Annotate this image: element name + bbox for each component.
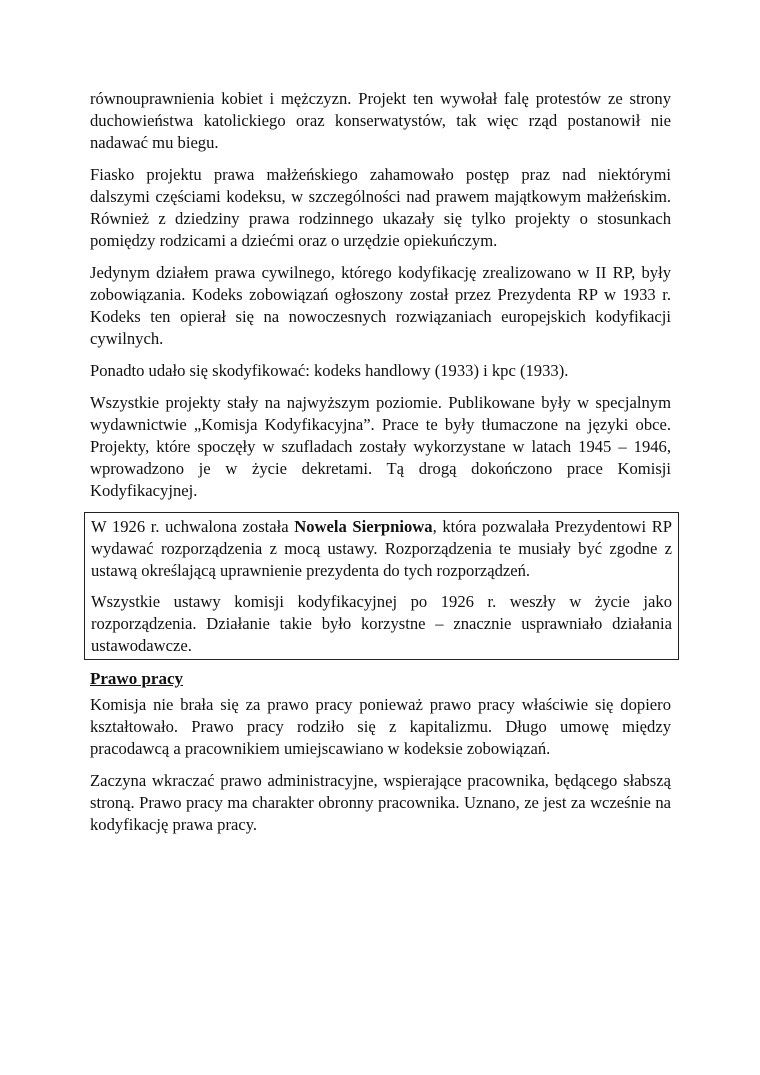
box-p1-after: , która pozwalała Prezydentowi RP wydawać rozporządzenia z mocą ustawy. Rozporządzenia te musiały być zgodne z ustawą określającą uprawnienie prezydenta do tych rozporządzeń. [91,517,672,580]
paragraph-marriage-law-fiasco: Fiasko projektu prawa małżeńskiego zahamowało postęp praz nad niektórymi dalszymi częściami kodeksu, w szczególności nad prawem majątkowym małżeńskim. Również z dziedziny prawa rodzinnego ukazały się tylko projekty o stosunkach pomiędzy rodzicami a dziećmi oraz o urzędzie opiekuńczym. [90,165,671,250]
paragraph-equal-rights: równouprawnienia kobiet i mężczyzn. Projekt ten wywołał falę protestów ze strony duchowieństwa katolickiego oraz konserwatystów, tak więc rząd postanowił nie nadawać mu biegu. [90,89,671,152]
box-paragraph-regulations: Wszystkie ustawy komisji kodyfikacyjnej po 1926 r. weszły w życie jako rozporządzenia. Działanie takie było korzystne – znacznie usprawniało działania ustawodawcze. [91,592,672,655]
paragraph-other-codes: Ponadto udało się skodyfikować: kodeks handlowy (1933) i kpc (1933). [90,361,569,380]
paragraph-labour-law-2: Zaczyna wkraczać prawo administracyjne, wspierające pracownika, będącego słabszą stroną. Prawo pracy ma charakter obronny pracownika. Uznano, ze jest za wcześnie na kodyfikację prawa pracy. [90,771,671,834]
paragraph-obligations-code: Jedynym działem prawa cywilnego, którego kodyfikację zrealizowano w II RP, były zobowiązania. Kodeks zobowiązań ogłoszony został przez Prezydenta RP w 1933 r. Kodeks ten opierał się na nowoczesnych rozwiązaniach europejskich kodyfikacji cywilnych. [90,263,671,348]
box-paragraph-nowela [91,516,672,582]
document-page [90,88,671,846]
nowela-sierpniowa-box [84,512,679,660]
box-p1-bold: Nowela Sierpniowa [294,517,433,536]
paragraph-projects-level: Wszystkie projekty stały na najwyższym poziomie. Publikowane były w specjalnym wydawnictwie „Komisja Kodyfikacyjna”. Prace te były tłumaczone na języki obce. Projekty, które spoczęły w szufladach zostały wykorzystane w latach 1945 – 1946, wprowadzono je w życie dekretami. Tą drogą dokończono prace Komisji Kodyfikacyjnej. [90,393,671,500]
paragraph-labour-law-1: Komisja nie brała się za prawo pracy ponieważ prawo pracy właściwie się dopiero kształtowało. Prawo pracy rodziło się z kapitalizmu. Długo umowę między pracodawcą a pracownikiem umiejscawiano w kodeksie zobowiązań. [90,695,671,758]
box-p1-before: W 1926 r. uchwalona została [91,517,295,536]
section-heading-labour-law: Prawo pracy [90,669,184,688]
